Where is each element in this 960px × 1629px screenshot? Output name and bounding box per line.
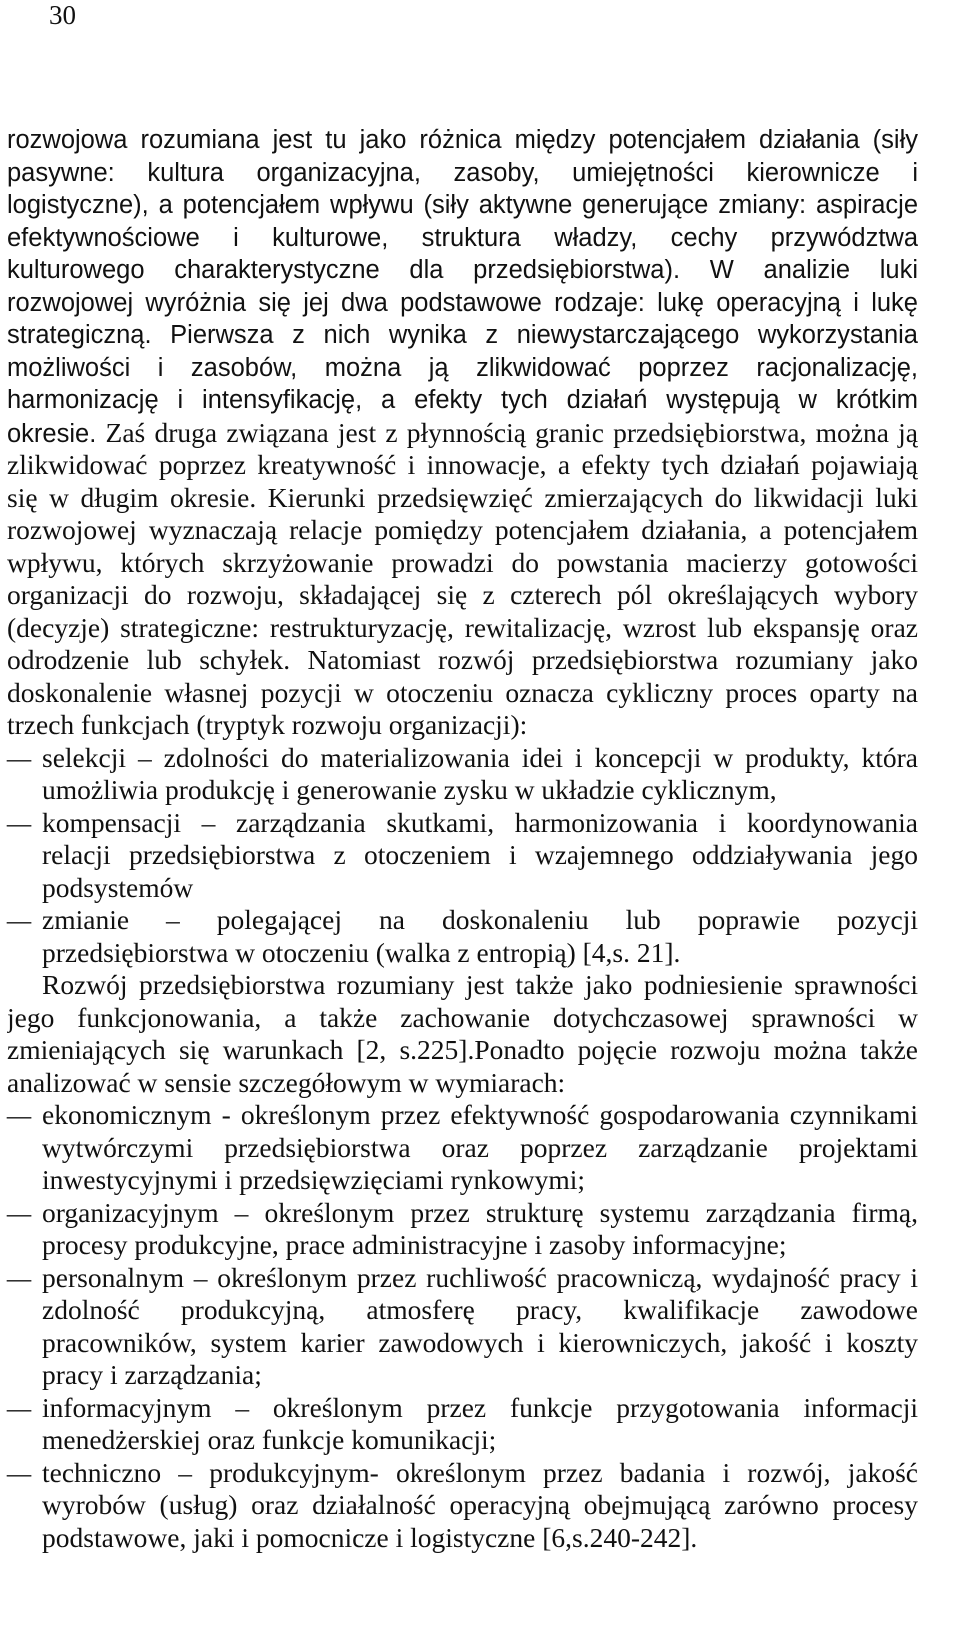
list-item — [7, 1457, 918, 1555]
text-line: logistyczne), a potencjałem wpływu (siły aktywne generujące zmiany: aspiracje — [7, 191, 918, 219]
text-line: Rozwój przedsiębiorstwa rozumiany jest także jako podniesienie sprawności — [42, 969, 918, 1000]
text-line: organizacyjnym – określonym przez strukturę systemu zarządzania firmą, — [42, 1196, 918, 1228]
text-line: pasywne: kultura organizacyjna, zasoby, umiejętności kierownicze i — [7, 158, 918, 187]
text-line: personalnym – określonym przez ruchliwość pracowniczą, wydajność pracy i — [42, 1261, 918, 1293]
text-line: wyrobów (usług) oraz działalność operacyjną obejmującą zarówno procesy — [42, 1489, 918, 1520]
text-line: odrodzenie lub schyłek. Natomiast rozwój przedsiębiorstwa rozumiany jako — [7, 644, 918, 675]
page-number: 30 — [49, 0, 76, 30]
text-line: wytwórczymi przedsiębiorstwa oraz poprzez zarządzanie projektami — [42, 1131, 918, 1163]
text-line: informacyjnym – określonym przez funkcje przygotowania informacji — [42, 1391, 918, 1423]
paragraph — [7, 124, 918, 742]
text-line: umożliwia produkcję i generowanie zysku w układzie cyklicznym, — [42, 774, 777, 805]
list-item — [7, 807, 918, 905]
text-line: inwestycyjnymi i przedsięwzięciami rynkowymi; — [42, 1164, 585, 1195]
list-marker: – — [7, 1391, 32, 1423]
text-segment-sans: okresie. — [7, 419, 97, 448]
text-line: relacji przedsiębiorstwa z otoczeniem i wzajemnego oddziaływania jego — [42, 839, 918, 870]
text-line: techniczno – produkcyjnym- określonym przez badania i rozwój, jakość — [42, 1456, 918, 1488]
list-item — [7, 1099, 918, 1197]
list-marker: – — [7, 1261, 32, 1293]
text-line: kulturowego charakterystyczne dla przedsiębiorstwa). W analizie luki — [7, 256, 918, 284]
text-line: zdolność produkcyjną, atmosferę pracy, kwalifikacje zawodowe — [42, 1294, 918, 1325]
list — [7, 1099, 918, 1554]
text-line: analizować w sensie szczegółowym w wymiarach: — [7, 1066, 566, 1098]
text-line — [7, 417, 918, 450]
text-line: możliwości i zasobów, można ją zlikwidować poprzez racjonalizację, — [7, 353, 918, 382]
list-marker: – — [7, 904, 32, 935]
text-line: przedsiębiorstwa w otoczeniu (walka z entropią) [4,s. 21]. — [42, 936, 681, 968]
text-line: kompensacji – zarządzania skutkami, harmonizowania i koordynowania — [42, 806, 918, 838]
text-line: procesy produkcyjne, prace administracyjne i zasoby informacyjne; — [42, 1229, 787, 1260]
text-line: strategiczną. Pierwsza z nich wynika z niewystarczającego wykorzystania — [7, 321, 918, 349]
text-line: zmieniających się warunkach [2, s.225].Ponadto pojęcie rozwoju można także — [7, 1034, 918, 1065]
text-line: podsystemów — [42, 871, 194, 903]
text-line: menedżerskiej oraz funkcje komunikacji; — [42, 1424, 497, 1455]
text-line: pracy i zarządzania; — [42, 1359, 262, 1390]
list-item — [7, 742, 918, 807]
text-line: zlikwidować poprzez kreatywność i innowacje, a efekty tych działań pojawiają — [7, 449, 918, 480]
list-marker: – — [7, 1196, 32, 1228]
page-body — [7, 124, 918, 1554]
text-line: trzech funkcjach (tryptyk rozwoju organizacji): — [7, 709, 528, 740]
text-line: organizacji do rozwoju, składającej się z czterech pól określających wybory — [7, 579, 918, 610]
list-item — [7, 904, 918, 969]
text-segment-serif: Zaś druga związana jest z płynnością granic przedsiębiorstwa, można ją — [105, 416, 918, 448]
text-line: zmianie – polegającej na doskonaleniu lub poprawie pozycji — [42, 904, 918, 935]
text-line: harmonizację i intensyfikację, a efekty tych działań występują w krótkim — [7, 386, 918, 414]
list-marker: – — [7, 806, 32, 838]
list-item — [7, 1392, 918, 1457]
text-line: pracowników, system karier zawodowych i kierowniczych, jakość i koszty — [42, 1326, 918, 1358]
list-marker: – — [7, 1456, 32, 1488]
text-line: rozwojowej wyróżnia się jej dwa podstawowe rodzaje: lukę operacyjną i lukę — [7, 288, 918, 317]
list — [7, 742, 918, 970]
text-line: wpływu, których skrzyżowanie prowadzi do powstania macierzy gotowości — [7, 546, 918, 578]
paragraph — [7, 969, 918, 1099]
text-line: rozwojowej wyznaczają relacje pomiędzy potencjałem działania, a potencjałem — [7, 514, 918, 545]
text-line: ekonomicznym - określonym przez efektywność gospodarowania czynnikami — [42, 1099, 918, 1130]
text-line: efektywnościowe i kulturowe, struktura władzy, cechy przywództwa — [7, 223, 918, 252]
list-item — [7, 1262, 918, 1392]
text-line: rozwojowa rozumiana jest tu jako różnica między potencjałem działania (siły — [7, 126, 918, 154]
list-marker: – — [7, 1099, 32, 1130]
text-line: (decyzje) strategiczne: restrukturyzację, rewitalizację, wzrost lub ekspansję oraz — [7, 611, 918, 643]
text-line: się w długim okresie. Kierunki przedsięwzięć zmierzających do likwidacji luki — [7, 481, 918, 513]
text-line: podstawowe, jaki i pomocnicze i logistyczne [6,s.240-242]. — [42, 1521, 698, 1553]
text-line: jego funkcjonowania, a także zachowanie dotychczasowej sprawności w — [7, 1001, 918, 1033]
list-marker: – — [7, 741, 32, 773]
text-line: doskonalenie własnej pozycji w otoczeniu oznacza cykliczny proces oparty na — [7, 676, 918, 708]
text-line: selekcji – zdolności do materializowania idei i koncepcji w produkty, która — [42, 741, 918, 773]
list-item — [7, 1197, 918, 1262]
